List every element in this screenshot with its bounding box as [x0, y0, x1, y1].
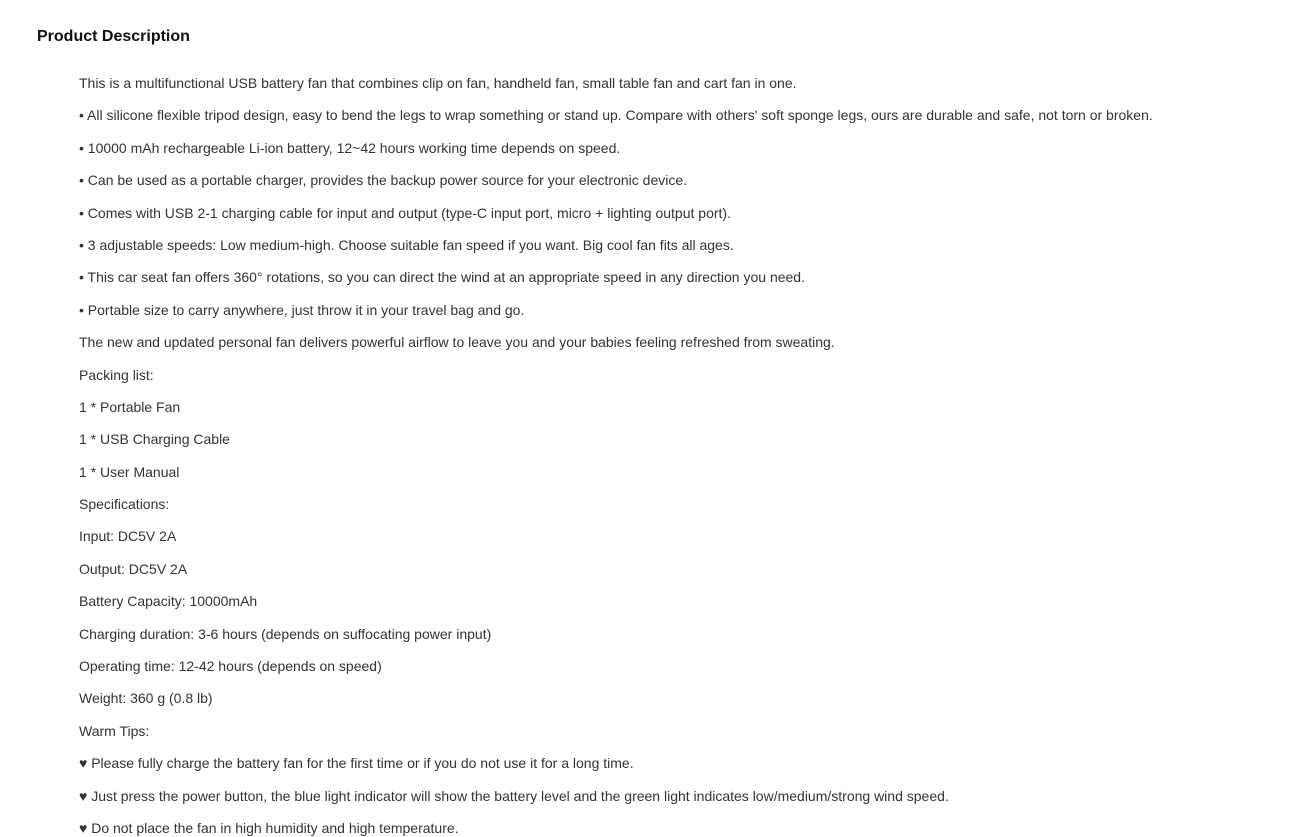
description-paragraph: The new and updated personal fan delivers powerful airflow to leave you and your babies feeling refreshed from sweating. — [79, 334, 835, 351]
description-paragraph: • All silicone flexible tripod design, easy to bend the legs to wrap something or stand up. Compare with others' soft sponge legs, ours are durable and safe, not torn or broken. — [79, 107, 1153, 124]
description-paragraph: Weight: 360 g (0.8 lb) — [79, 690, 213, 707]
description-paragraph: ♥ Do not place the fan in high humidity and high temperature. — [79, 819, 459, 836]
description-paragraph: Battery Capacity: 10000mAh — [79, 593, 258, 610]
description-paragraph: 1 * User Manual — [79, 463, 180, 480]
description-paragraph: This is a multifunctional USB battery fan that combines clip on fan, handheld fan, small table fan and cart fan in one. — [79, 75, 797, 91]
description-paragraph: Charging duration: 3-6 hours (depends on suffocating power input) — [79, 625, 492, 642]
description-paragraph: • Portable size to carry anywhere, just throw it in your travel bag and go. — [79, 301, 525, 318]
description-body — [79, 73, 1291, 837]
description-paragraph: ♥ Just press the power button, the blue light indicator will show the battery level and the green light indicates low/medium/strong wind speed. — [79, 787, 949, 804]
description-paragraph: Packing list: — [79, 366, 154, 383]
description-paragraph: • 3 adjustable speeds: Low medium-high. Choose suitable fan speed if you want. Big cool fan fits all ages. — [79, 236, 734, 253]
description-paragraph: • Can be used as a portable charger, provides the backup power source for your electronic device. — [79, 172, 688, 189]
section-title: Product Description — [37, 28, 190, 45]
description-paragraph: Output: DC5V 2A — [79, 560, 188, 577]
description-paragraph: • This car seat fan offers 360° rotations, so you can direct the wind at an appropriate speed in any direction you need. — [79, 269, 805, 286]
description-paragraph: Specifications: — [79, 496, 170, 513]
description-paragraph: 1 * USB Charging Cable — [79, 431, 230, 448]
description-paragraph: Warm Tips: — [79, 722, 150, 739]
description-paragraph: Input: DC5V 2A — [79, 528, 177, 545]
description-paragraph: Operating time: 12-42 hours (depends on speed) — [79, 658, 382, 675]
description-paragraph: 1 * Portable Fan — [79, 398, 181, 415]
description-paragraph: ♥ Please fully charge the battery fan for the first time or if you do not use it for a long time. — [79, 755, 634, 772]
description-paragraph: • 10000 mAh rechargeable Li-ion battery, 12~42 hours working time depends on speed. — [79, 139, 621, 156]
description-paragraph: • Comes with USB 2-1 charging cable for input and output (type-C input port, micro + lighting output port). — [79, 204, 731, 221]
